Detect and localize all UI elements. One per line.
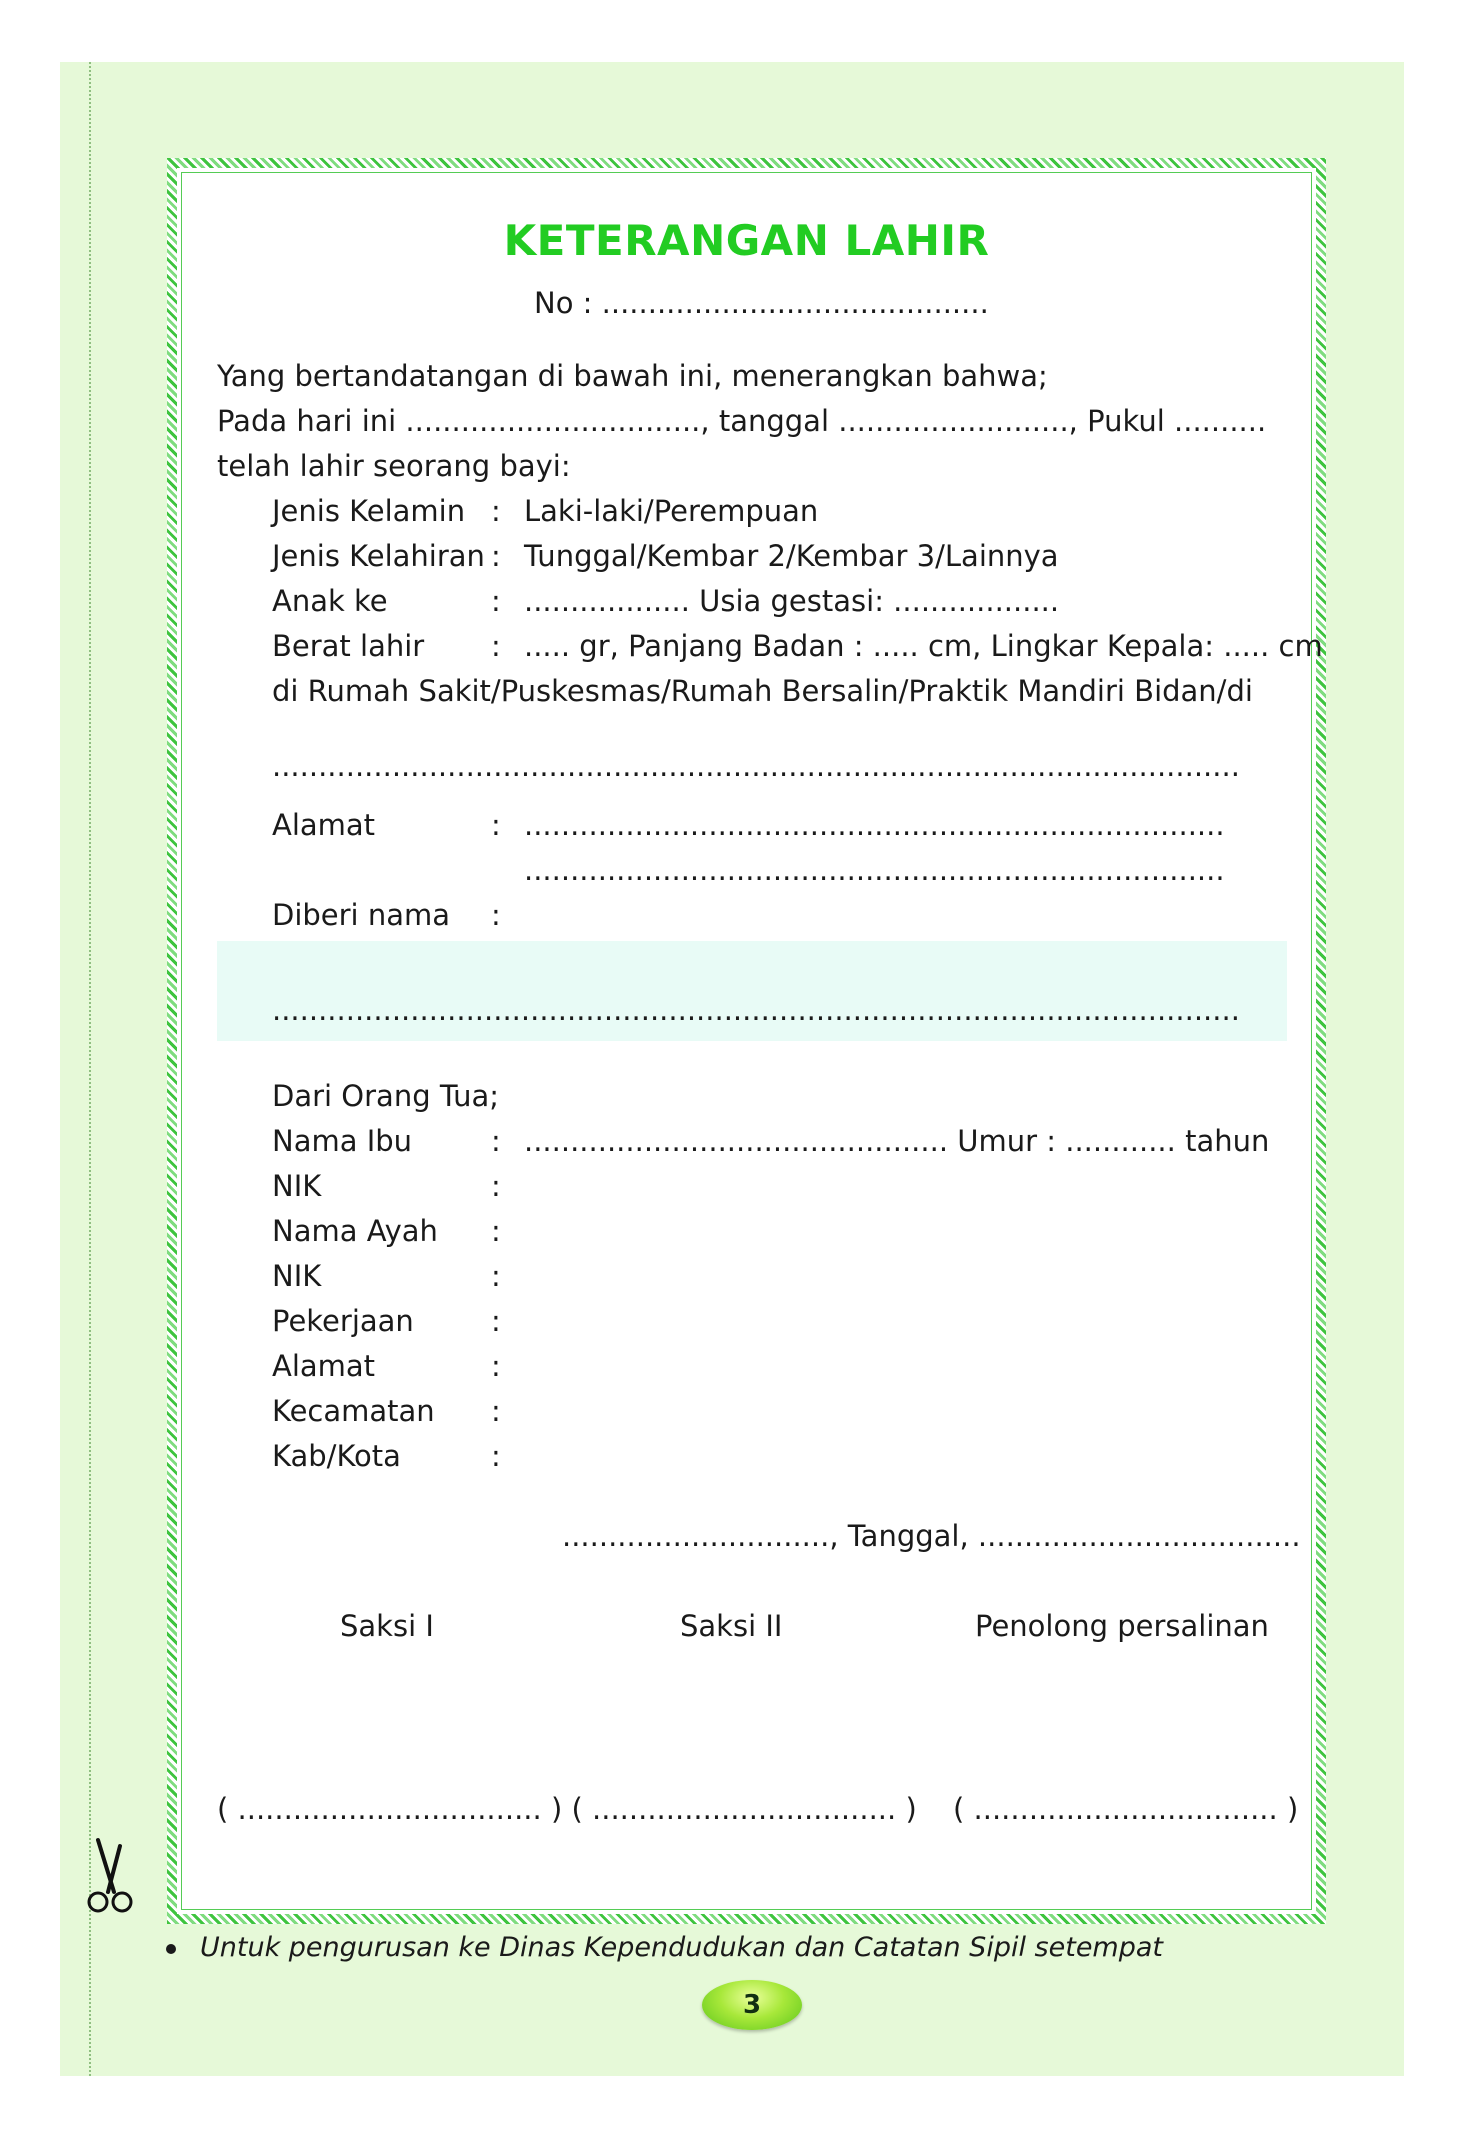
birth-type-label: Jenis Kelahiran (272, 539, 485, 573)
witness-2-label: Saksi II (680, 1609, 783, 1643)
weight-value: ..... gr, Panjang Badan : ..... cm, Lingkar Kepala: ..... cm (524, 629, 1323, 663)
parent-address-label: Alamat (272, 1349, 376, 1383)
birth-place-dots: ......................................................................................................... (272, 749, 1240, 783)
child-order-value: .................. Usia gestasi: .................. (524, 584, 1060, 618)
birth-type-value: Tunggal/Kembar 2/Kembar 3/Lainnya (524, 539, 1059, 573)
intro-text: Yang bertandatangan di bawah ini, menerangkan bahwa; (217, 359, 1048, 393)
scissors-icon (84, 1836, 134, 1916)
cut-line (89, 62, 91, 2076)
given-name-colon: : (491, 898, 501, 932)
father-name-label: Nama Ayah (272, 1214, 438, 1248)
nik-label-1: NIK (272, 1169, 322, 1203)
witness-1-label: Saksi I (340, 1609, 434, 1643)
footnote: Untuk pengurusan ke Dinas Kependudukan dan Catatan Sipil setempat (200, 1932, 1163, 1963)
city-label: Kab/Kota (272, 1439, 401, 1473)
sex-colon: : (491, 494, 501, 528)
occupation-colon: : (491, 1304, 501, 1338)
given-name-label: Diberi nama (272, 898, 451, 932)
nik-colon-2: : (491, 1259, 501, 1293)
address-colon: : (491, 808, 501, 842)
city-colon: : (491, 1439, 501, 1473)
father-name-colon: : (491, 1214, 501, 1248)
attendant-signature-line: ( ................................. ) (953, 1792, 1299, 1826)
weight-label: Berat lahir (272, 629, 425, 663)
address-dots-1: ............................................................................ (524, 808, 1225, 842)
birth-attendant-label: Penolong persalinan (975, 1609, 1269, 1643)
parent-address-colon: : (491, 1349, 501, 1383)
birth-place-line: di Rumah Sakit/Puskesmas/Rumah Bersalin/Praktik Mandiri Bidan/di (272, 674, 1253, 708)
given-name-dots: ......................................................................................................... (272, 993, 1240, 1027)
place-date-line: ............................., Tanggal, ................................... (562, 1519, 1301, 1553)
district-colon: : (491, 1394, 501, 1428)
number-field: No : .......................................... (534, 286, 989, 320)
nik-colon-1: : (491, 1169, 501, 1203)
occupation-label: Pekerjaan (272, 1304, 414, 1338)
address-label: Alamat (272, 808, 376, 842)
page-number: 3 (742, 1990, 762, 2020)
address-dots-2: ............................................................................ (524, 853, 1225, 887)
mother-name-value: .............................................. Umur : ............ tahun (524, 1124, 1270, 1158)
sex-label: Jenis Kelamin (272, 494, 466, 528)
child-order-colon: : (491, 584, 501, 618)
mother-name-label: Nama Ibu (272, 1124, 413, 1158)
nik-label-2: NIK (272, 1259, 322, 1293)
parents-heading: Dari Orang Tua; (272, 1079, 500, 1113)
witness-signature-lines: ( ................................. ) ( ................................. ) (217, 1792, 917, 1826)
born-line: telah lahir seorang bayi: (217, 449, 571, 483)
day-date-time-line: Pada hari ini ................................, tanggal ........................., Pukul .......... (217, 404, 1267, 438)
district-label: Kecamatan (272, 1394, 435, 1428)
mother-name-colon: : (491, 1124, 501, 1158)
weight-colon: : (491, 629, 501, 663)
page-title: KETERANGAN LAHIR (503, 216, 990, 265)
child-order-label: Anak ke (272, 584, 388, 618)
sex-value: Laki-laki/Perempuan (524, 494, 819, 528)
bullet-icon (166, 1944, 176, 1954)
birth-type-colon: : (491, 539, 501, 573)
